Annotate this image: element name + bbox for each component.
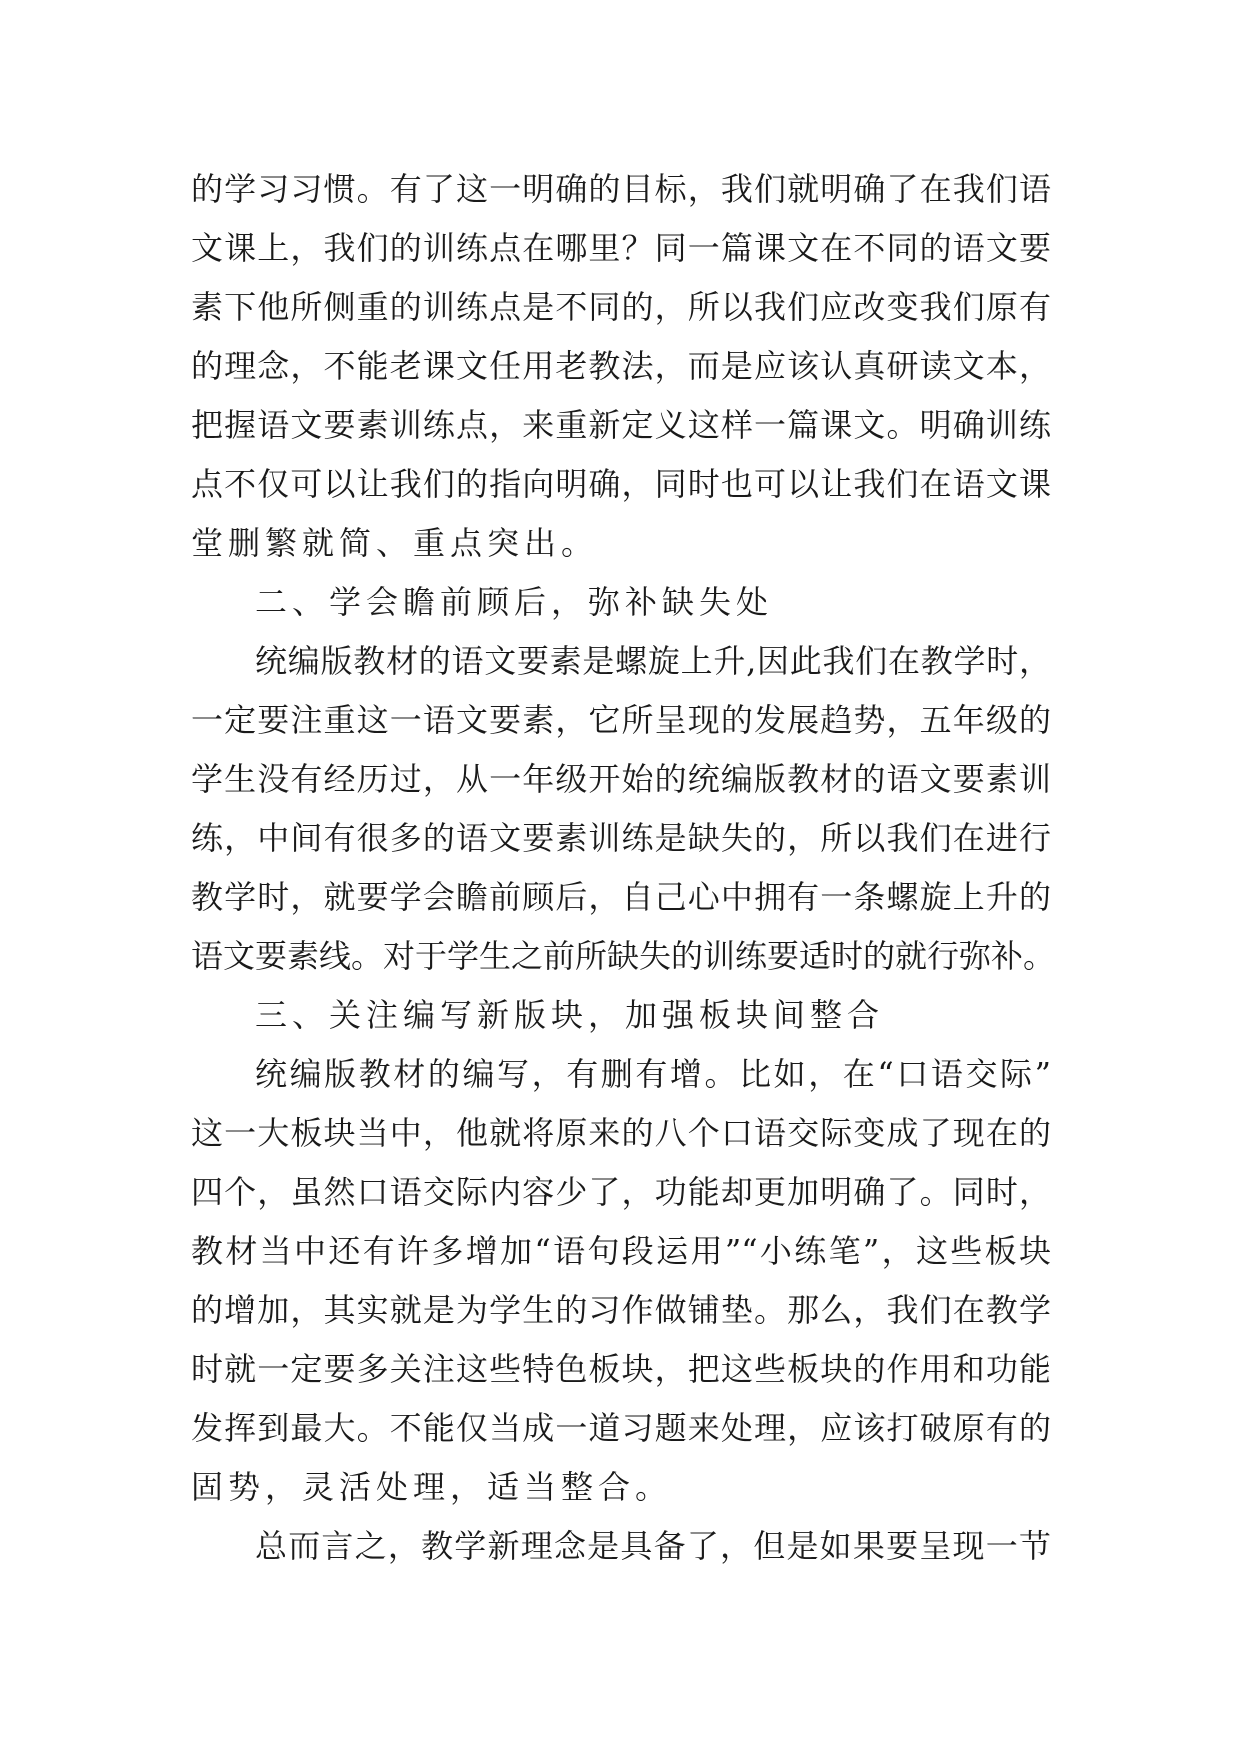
text-line: 固势，灵活处理，适当整合。 — [191, 1468, 673, 1506]
text-line: 的增加，其实就是为学生的习作做铺垫。那么，我们在教学 — [191, 1291, 1051, 1329]
body-text — [191, 160, 1056, 1576]
paragraph-first-line: 三、关注编写新版块，加强板块间整合 — [255, 996, 885, 1034]
text-line: 的理念，不能老课文任用老教法，而是应该认真研读文本， — [191, 347, 1051, 385]
text-line: 一定要注重这一语文要素，它所呈现的发展趋势，五年级的 — [191, 701, 1051, 739]
text-line: 教材当中还有许多增加“语句段运用”“小练笔”，这些板块 — [191, 1232, 1051, 1270]
text-line: 四个，虽然口语交际内容少了，功能却更加明确了。同时， — [191, 1173, 1051, 1211]
text-line: 语文要素线。对于学生之前所缺失的训练要适时的就行弥补。 — [191, 937, 1056, 975]
text-line: 发挥到最大。不能仅当成一道习题来处理，应该打破原有的 — [191, 1409, 1051, 1447]
text-line: 素下他所侧重的训练点是不同的，所以我们应改变我们原有 — [191, 288, 1051, 326]
text-line: 的学习习惯。有了这一明确的目标，我们就明确了在我们语 — [191, 170, 1051, 208]
text-line: 点不仅可以让我们的指向明确，同时也可以让我们在语文课 — [191, 465, 1051, 503]
paragraph-first-line: 统编版教材的编写，有删有增。比如，在“口语交际” — [255, 1055, 1051, 1093]
text-line: 时就一定要多关注这些特色板块，把这些板块的作用和功能 — [191, 1350, 1051, 1388]
text-line: 堂删繁就简、重点突出。 — [191, 524, 599, 562]
text-line: 把握语文要素训练点，来重新定义这样一篇课文。明确训练 — [191, 406, 1051, 444]
paragraph-first-line: 总而言之，教学新理念是具备了，但是如果要呈现一节 — [255, 1527, 1051, 1565]
text-line: 文课上，我们的训练点在哪里？同一篇课文在不同的语文要 — [191, 229, 1051, 267]
text-line: 这一大板块当中，他就将原来的八个口语交际变成了现在的 — [191, 1114, 1051, 1152]
paragraph-first-line: 统编版教材的语文要素是螺旋上升,因此我们在教学时， — [255, 642, 1051, 680]
paragraph-first-line: 二、学会瞻前顾后，弥补缺失处 — [255, 583, 774, 621]
text-line: 学生没有经历过，从一年级开始的统编版教材的语文要素训 — [191, 760, 1051, 798]
text-line: 教学时，就要学会瞻前顾后，自己心中拥有一条螺旋上升的 — [191, 878, 1051, 916]
text-line: 练，中间有很多的语文要素训练是缺失的，所以我们在进行 — [191, 819, 1051, 857]
